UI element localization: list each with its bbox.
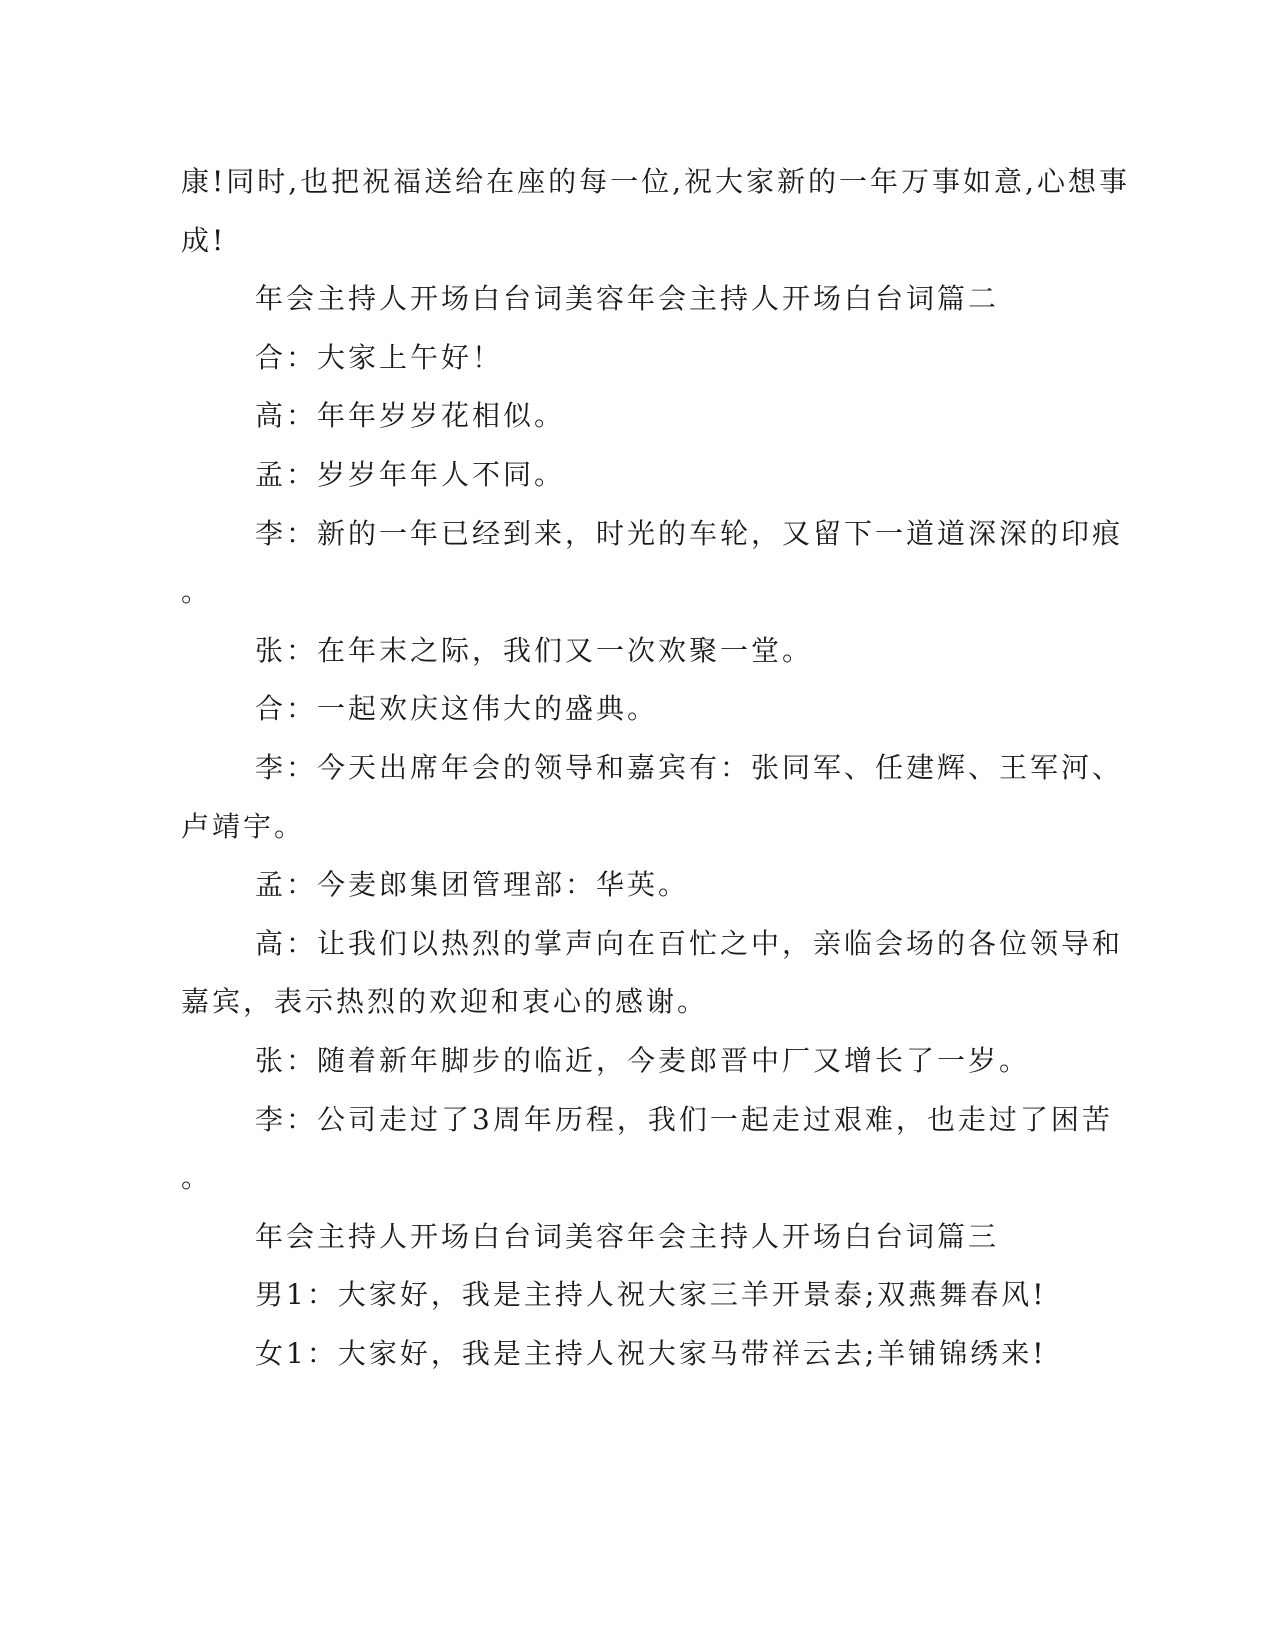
dialogue-line: 高：让我们以热烈的掌声向在百忙之中，亲临会场的各位领导和: [255, 926, 1124, 960]
document-body: [181, 158, 1130, 1388]
dialogue-line: 合：大家上午好！: [255, 340, 504, 374]
section-heading-3: 年会主持人开场白台词美容年会主持人开场白台词篇三: [255, 1219, 1000, 1253]
dialogue-line-continuation: 。: [181, 575, 213, 609]
dialogue-line: 男1：大家好，我是主持人祝大家三羊开景泰;双燕舞春风!: [255, 1278, 1047, 1312]
dialogue-line: 孟：今麦郎集团管理部：华英。: [255, 868, 690, 902]
dialogue-line-continuation: 。: [181, 1161, 213, 1195]
dialogue-line: 合：一起欢庆这伟大的盛典。: [255, 692, 659, 726]
dialogue-line: 李：今天出席年会的领导和嘉宾有：张同军、任建辉、王军河、: [255, 750, 1124, 784]
dialogue-line: 女1：大家好，我是主持人祝大家马带祥云去;羊铺锦绣来!: [255, 1336, 1047, 1370]
dialogue-line: 李：新的一年已经到来，时光的车轮，又留下一道道深深的印痕: [255, 516, 1124, 550]
dialogue-line: 孟：岁岁年年人不同。: [255, 457, 566, 491]
text-line-1: 康!同时,也把祝福送给在座的每一位,祝大家新的一年万事如意,心想事: [181, 165, 1130, 198]
section-heading-2: 年会主持人开场白台词美容年会主持人开场白台词篇二: [255, 282, 1000, 316]
text-line-2: 成!: [181, 223, 227, 257]
dialogue-line: 高：年年岁岁花相似。: [255, 399, 566, 433]
dialogue-line-continuation: 卢靖宇。: [181, 809, 306, 843]
dialogue-line: 张：随着新年脚步的临近，今麦郎晋中厂又增长了一岁。: [255, 1043, 1031, 1077]
dialogue-line-continuation: 嘉宾，表示热烈的欢迎和衷心的感谢。: [181, 985, 709, 1019]
dialogue-line: 张：在年末之际，我们又一次欢聚一堂。: [255, 633, 814, 667]
dialogue-line: 李：公司走过了3周年历程，我们一起走过艰难，也走过了困苦: [255, 1102, 1113, 1136]
